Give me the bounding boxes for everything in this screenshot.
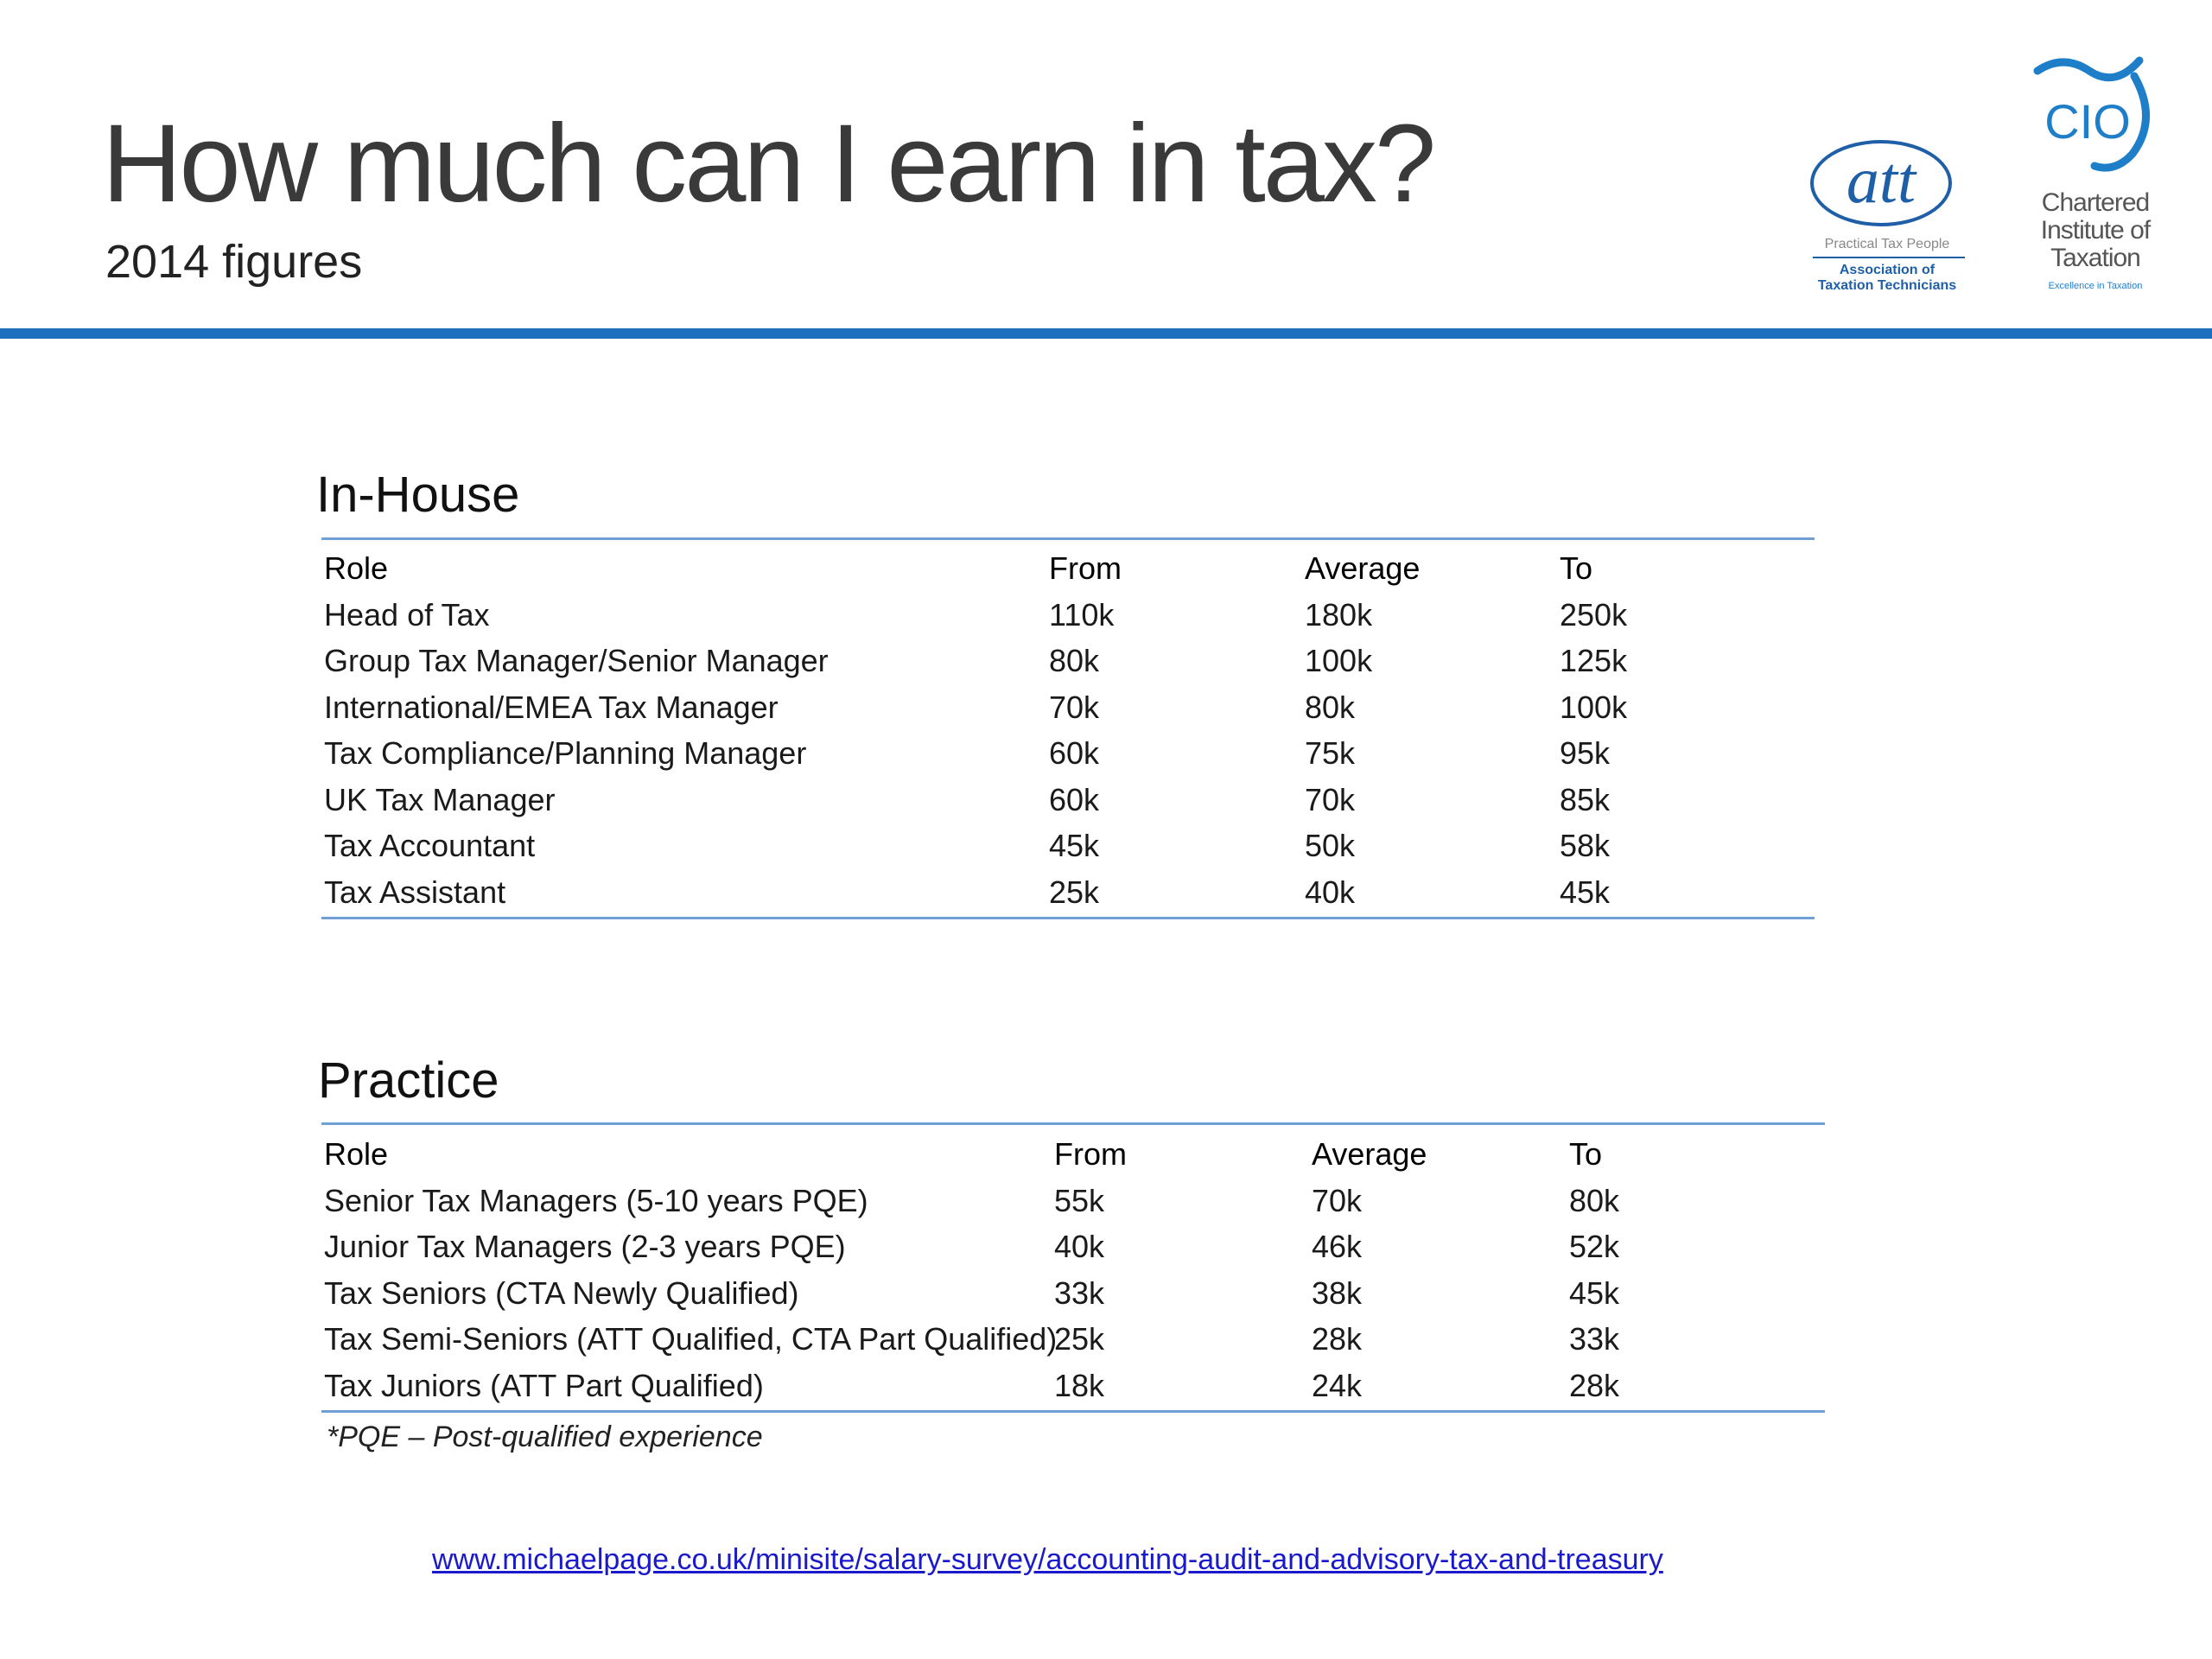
- practice-table-cell: 33k: [1569, 1321, 1620, 1357]
- ciot-name-line3: Taxation: [2050, 244, 2140, 272]
- practice-table-cell: 70k: [1312, 1182, 1363, 1218]
- practice-table-cell: 38k: [1312, 1274, 1363, 1311]
- ciot-name-line1: Chartered: [2041, 188, 2150, 217]
- att-logo: [1801, 130, 1974, 302]
- inhouse-table-cell: UK Tax Manager: [324, 781, 556, 817]
- inhouse-table-cell: 70k: [1305, 781, 1356, 817]
- page-subtitle: 2014 figures: [105, 236, 363, 288]
- inhouse-table-bottom-rule: [321, 917, 1815, 919]
- inhouse-table-cell: 250k: [1560, 596, 1628, 632]
- inhouse-column-header: From: [1049, 550, 1122, 586]
- practice-table-cell: 28k: [1312, 1321, 1363, 1357]
- practice-column-header: Average: [1312, 1136, 1427, 1172]
- practice-column-header: From: [1054, 1136, 1127, 1172]
- inhouse-table-cell: 25k: [1049, 874, 1100, 910]
- inhouse-table-cell: Tax Accountant: [324, 828, 536, 863]
- header-divider: [0, 328, 2212, 339]
- ciot-name-line2: Institute of: [2040, 216, 2151, 245]
- practice-column-header: Role: [324, 1136, 389, 1172]
- inhouse-table-cell: 50k: [1305, 828, 1356, 863]
- practice-table-cell: 55k: [1054, 1182, 1105, 1218]
- inhouse-table-cell: 110k: [1049, 596, 1115, 632]
- practice-table-cell: 45k: [1569, 1274, 1620, 1311]
- inhouse-table-cell: Tax Compliance/Planning Manager: [324, 735, 807, 771]
- inhouse-table-cell: 80k: [1049, 643, 1100, 678]
- practice-table-cell: Tax Semi-Seniors (ATT Qualified, CTA Part Qualified): [324, 1321, 1058, 1357]
- att-mark-text: att: [1846, 144, 1916, 217]
- practice-table-cell: 24k: [1312, 1367, 1363, 1403]
- practice-table-cell: 33k: [1054, 1274, 1105, 1311]
- inhouse-table-cell: 85k: [1560, 781, 1611, 817]
- practice-table-cell: 40k: [1054, 1229, 1105, 1264]
- inhouse-table-cell: 100k: [1560, 689, 1628, 725]
- practice-table-cell: Senior Tax Managers (5-10 years PQE): [324, 1182, 868, 1218]
- practice-column-header: To: [1569, 1136, 1603, 1172]
- inhouse-table-cell: 95k: [1560, 735, 1611, 771]
- practice-table-cell: 28k: [1569, 1367, 1620, 1403]
- inhouse-table-cell: 58k: [1560, 828, 1611, 863]
- practice-table-cell: 18k: [1054, 1367, 1105, 1403]
- inhouse-table-cell: 60k: [1049, 781, 1100, 817]
- inhouse-table-cell: 180k: [1305, 596, 1373, 632]
- ciot-mark-text: CIO: [2044, 94, 2131, 149]
- ciot-logo: [2013, 52, 2177, 302]
- att-logo-mark: [1808, 135, 1955, 230]
- inhouse-table-top-rule: [321, 537, 1815, 540]
- inhouse-table-cell: 75k: [1305, 735, 1356, 771]
- practice-table-cell: Junior Tax Managers (2-3 years PQE): [324, 1229, 846, 1264]
- att-tagline: Practical Tax People: [1824, 237, 1950, 251]
- footnote: *PQE – Post-qualified experience: [327, 1421, 763, 1453]
- inhouse-column-header: Role: [324, 550, 389, 586]
- inhouse-table-cell: 70k: [1049, 689, 1100, 725]
- inhouse-column-header: Average: [1305, 550, 1421, 586]
- inhouse-table-cell: 100k: [1305, 643, 1373, 678]
- inhouse-table-cell: 60k: [1049, 735, 1100, 771]
- practice-table-cell: 46k: [1312, 1229, 1363, 1264]
- inhouse-table-cell: Head of Tax: [324, 596, 490, 632]
- ciot-tagline: Excellence in Taxation: [2048, 281, 2143, 291]
- practice-table-top-rule: [321, 1122, 1825, 1125]
- practice-heading: Practice: [318, 1052, 499, 1109]
- practice-table-cell: Tax Juniors (ATT Part Qualified): [324, 1367, 764, 1403]
- page-title: How much can I earn in tax?: [102, 102, 1434, 226]
- inhouse-table-cell: 40k: [1305, 874, 1356, 910]
- source-link[interactable]: www.michaelpage.co.uk/minisite/salary-survey/accounting-audit-and-advisory-tax-and-treasury: [432, 1543, 1663, 1576]
- inhouse-table-cell: 45k: [1560, 874, 1611, 910]
- practice-table-cell: Tax Seniors (CTA Newly Qualified): [324, 1274, 799, 1311]
- inhouse-table-cell: International/EMEA Tax Manager: [324, 689, 779, 725]
- practice-table-cell: 52k: [1569, 1229, 1620, 1264]
- inhouse-table-cell: Tax Assistant: [324, 874, 506, 910]
- inhouse-heading: In-House: [316, 467, 520, 523]
- ciot-logo-mark: [2029, 52, 2158, 181]
- att-divider: [1813, 257, 1965, 258]
- inhouse-table-cell: Group Tax Manager/Senior Manager: [324, 643, 829, 678]
- practice-table-cell: 25k: [1054, 1321, 1105, 1357]
- inhouse-column-header: To: [1560, 550, 1593, 586]
- att-name-line2: Taxation Technicians: [1817, 278, 1957, 293]
- att-name-line1: Association of: [1839, 263, 1936, 277]
- inhouse-table-cell: 125k: [1560, 643, 1628, 678]
- inhouse-table-cell: 45k: [1049, 828, 1100, 863]
- practice-table-cell: 80k: [1569, 1182, 1620, 1218]
- inhouse-table-cell: 80k: [1305, 689, 1356, 725]
- practice-table-bottom-rule: [321, 1410, 1825, 1413]
